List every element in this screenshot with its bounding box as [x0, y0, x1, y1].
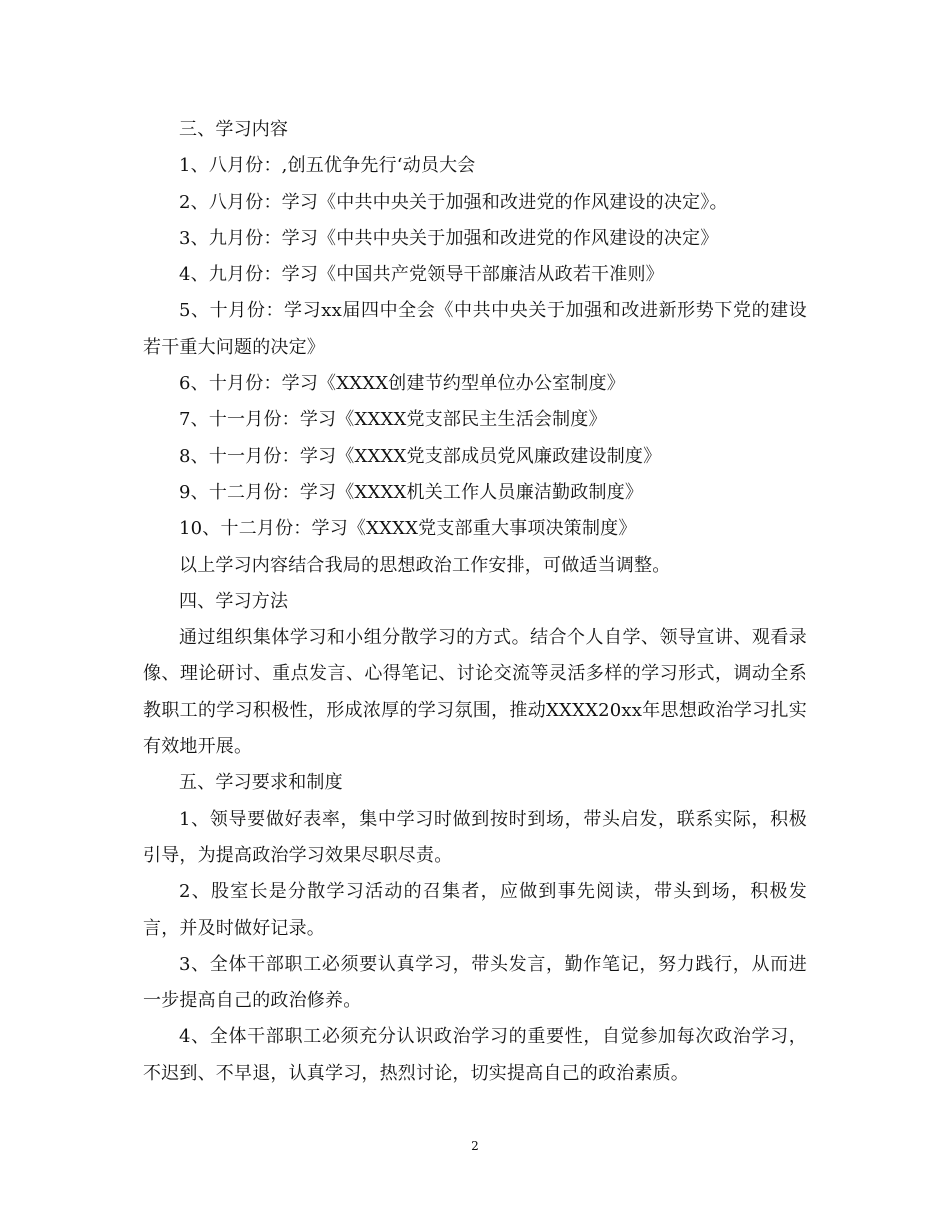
document-body [143, 112, 807, 1092]
section-heading-study-method: 四、学习方法 [179, 590, 289, 612]
list-item: 10、十二月份：学习《XXXX党支部重大事项决策制度》 [179, 518, 637, 540]
list-item: 2、八月份：学习《中共中央关于加强和改进党的作风建设的决定》。 [179, 191, 728, 213]
page-number: 2 [471, 1139, 479, 1153]
list-item: 1、领导要做好表率，集中学习时做到按时到场，带头启发，联系实际，积极引导，为提高政治学习效果尽职尽责。 [143, 808, 807, 866]
body-paragraph: 通过组织集体学习和小组分散学习的方式。结合个人自学、领导宣讲、观看录像、理论研讨、重点发言、心得笔记、讨论交流等灵活多样的学习形式，调动全系教职工的学习积极性，形成浓厚的学习氛围，推动XXXX20xx年思想政治学习扎实有效地开展。 [143, 627, 807, 758]
body-paragraph: 以上学习内容结合我局的思想政治工作安排，可做适当调整。 [179, 554, 671, 576]
list-item: 3、全体干部职工必须要认真学习，带头发言，勤作笔记，努力践行，从而进一步提高自己的政治修养。 [143, 953, 807, 1012]
list-item: 1、八月份：,创五优争先行‘动员大会 [179, 155, 476, 177]
list-item: 4、九月份：学习《中国共产党领导干部廉洁从政若干准则》 [179, 264, 664, 286]
list-item: 5、十月份：学习xx届四中全会《中共中央关于加强和改进新形势下党的建设若干重大问题的决定》 [143, 300, 807, 358]
list-item: 4、全体干部职工必须充分认识政治学习的重要性，自觉参加每次政治学习，不迟到、不早退，认真学习，热烈讨论，切实提高自己的政治素质。 [143, 1026, 807, 1084]
list-item: 3、九月份：学习《中共中央关于加强和改进党的作风建设的决定》 [179, 227, 719, 249]
list-item: 7、十一月份：学习《XXXX党支部民主生活会制度》 [179, 409, 607, 431]
list-item: 9、十二月份：学习《XXXX机关工作人员廉洁勤政制度》 [179, 481, 644, 503]
list-item: 8、十一月份：学习《XXXX党支部成员党风廉政建设制度》 [179, 445, 662, 467]
list-item: 6、十月份：学习《XXXX创建节约型单位办公室制度》 [179, 373, 625, 395]
section-heading-study-content: 三、学习内容 [179, 119, 289, 140]
list-item: 2、股室长是分散学习活动的召集者，应做到事先阅读，带头到场，积极发言，并及时做好记录。 [143, 881, 807, 939]
section-heading-requirements: 五、学习要求和制度 [179, 772, 343, 794]
